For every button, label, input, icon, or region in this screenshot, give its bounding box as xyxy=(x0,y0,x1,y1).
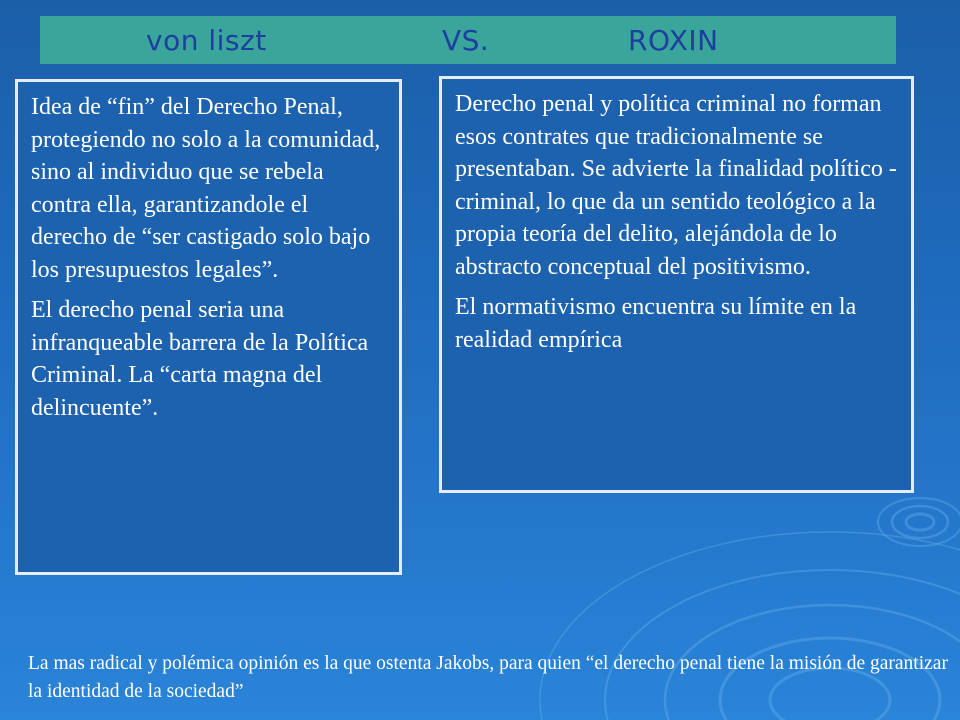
von-liszt-box xyxy=(15,79,402,575)
von-liszt-paragraph-1: Idea de “fin” del Derecho Penal, protegiendo no solo a la comunidad, sino al individuo que se rebela contra ella, garantizandole el derecho de “ser castigado solo bajo los presupuestos legales”. xyxy=(31,94,381,283)
title-right: ROXIN xyxy=(628,24,719,57)
roxin-paragraph-2: El normativismo encuentra su límite en la realidad empírica xyxy=(455,294,857,353)
title-left: von liszt xyxy=(146,24,267,57)
title-versus: VS. xyxy=(442,24,490,57)
von-liszt-paragraph-2: El derecho penal seria una infranqueable barrera de la Política Criminal. La “carta magna del delincuente”. xyxy=(31,297,369,421)
title-bar xyxy=(40,16,896,64)
roxin-box xyxy=(439,76,914,493)
roxin-paragraph-1: Derecho penal y política criminal no forman esos contrates que tradicionalmente se presentaban. Se advierte la finalidad político - criminal, lo que da un sentido teológico a la propia teoría del delito, alejándola de lo abstracto conceptual del positivismo. xyxy=(455,91,897,280)
footer-note: La mas radical y polémica opinión es la que ostenta Jakobs, para quien “el derecho penal tiene la misión de garantizar la identidad de la sociedad” xyxy=(28,653,948,702)
